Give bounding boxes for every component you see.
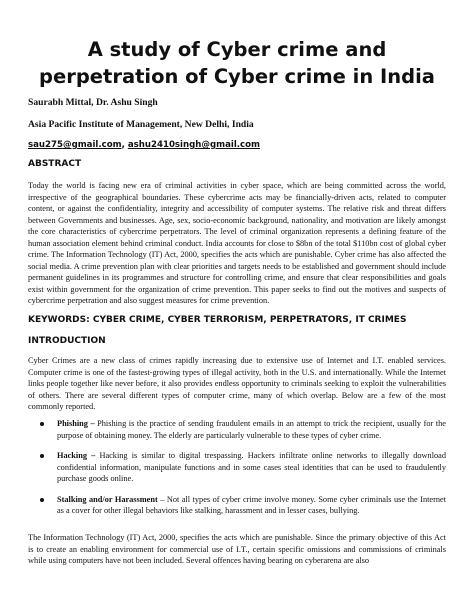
list-item-text: Phishing is the practice of sending fraudulent emails in an attempt to trick the recipient, usually for the purpose of obtaining money. The elderly are particularly vulnerable to these types of cyber crime.: [57, 419, 446, 440]
email-link-1[interactable]: sau275@gmail.com: [28, 140, 122, 150]
introduction-heading: INTRODUCTION: [28, 336, 106, 346]
email-link-2[interactable]: ashu2410singh@gmail.com: [127, 140, 260, 150]
it-act-paragraph: The Information Technology (IT) Act, 2000, specifies the acts which are punishable. Since the primary objective of this Act is to create an enabling environment for commercial use of I.T., certain specific omissions and commissions of criminals while using computers have not been included. Several offences having bearing on cyberarena are also: [28, 533, 446, 565]
list-item-term: Stalking and/or Harassment: [57, 494, 158, 504]
list-item-stalking: [40, 494, 446, 517]
list-item-hacking: [40, 450, 446, 485]
affiliation: Asia Pacific Institute of Management, New Delhi, India: [28, 119, 254, 130]
bullet-icon: [40, 422, 44, 426]
author-emails: [28, 140, 260, 150]
keywords-heading: KEYWORDS: CYBER CRIME, CYBER TERRORISM, PERPETRATORS, IT CRIMES: [28, 315, 407, 325]
list-item-phishing: [40, 418, 446, 441]
abstract-text: Today the world is facing new era of criminal activities in cyber space, which are being committed across the world, irrespective of the geographical boundaries. These cybercrime acts may be financially-driven acts, related to computer content, or against the confidentiality, integrity and accessibility of computer systems. The relative risk and threat differs between Governments and businesses. Age, sex, socio-economic background, nationality, and motivation are likely amongst the core characteristics of cybercrime perpetrators. The level of criminal organization represents a defining feature of the human association element behind criminal conduct. India accounts for close to $8bn of the total $110bn cost of global cyber crime. The Information Technology (IT) Act, 2000, specifies the acts which are punishable. Cyber crime has also affected the social media. A crime prevention plan with clear priorities and targets needs to be established and government should include permanent guidelines in its programmes and structure for controlling crime, and ensure that clear responsibilities and goals exist within government for the organization of crime prevention. This paper seeks to find out the motives and suspects of cybercrime perpetration and also suggest measures for crime prevention.: [28, 181, 446, 305]
bullet-icon: [40, 454, 44, 458]
abstract-heading: ABSTRACT: [28, 159, 82, 169]
list-item-text: – Not all types of cyber crime involve money. Some cyber criminals use the Internet as a cover for other illegal behaviors like stalking, harassment and in lesser cases, bullying.: [57, 494, 446, 515]
authors: Saurabh Mittal, Dr. Ashu Singh: [28, 97, 158, 108]
introduction-text: Cyber Crimes are a new class of crimes rapidly increasing due to extensive use of Internet and I.T. enabled services. Computer crime is one of the fastest-growing types of illegal activity, both in the U.S. and internationally. While the Internet links people together like never before, it also provides endless opportunity to criminals seeking to exploit the vulnerabilities of others. There are several different types of computer crime, many of which overlap. Below are a few of the most commonly reported.: [28, 356, 446, 411]
list-item-term: Phishing –: [57, 419, 95, 428]
paper-title: A study of Cyber crime and perpetration of Cyber crime in India: [39, 38, 435, 88]
list-item-term: Hacking –: [57, 451, 96, 460]
bullet-icon: [40, 498, 44, 502]
email-separator: ,: [121, 140, 128, 150]
crime-types-list: [40, 418, 446, 526]
list-item-text: Hacking is similar to digital trespassing. Hackers infiltrate online networks to illegally download confidential information, manipulate functions and in some cases steal identities that can be used to fraudulently purchase goods online.: [57, 451, 446, 483]
